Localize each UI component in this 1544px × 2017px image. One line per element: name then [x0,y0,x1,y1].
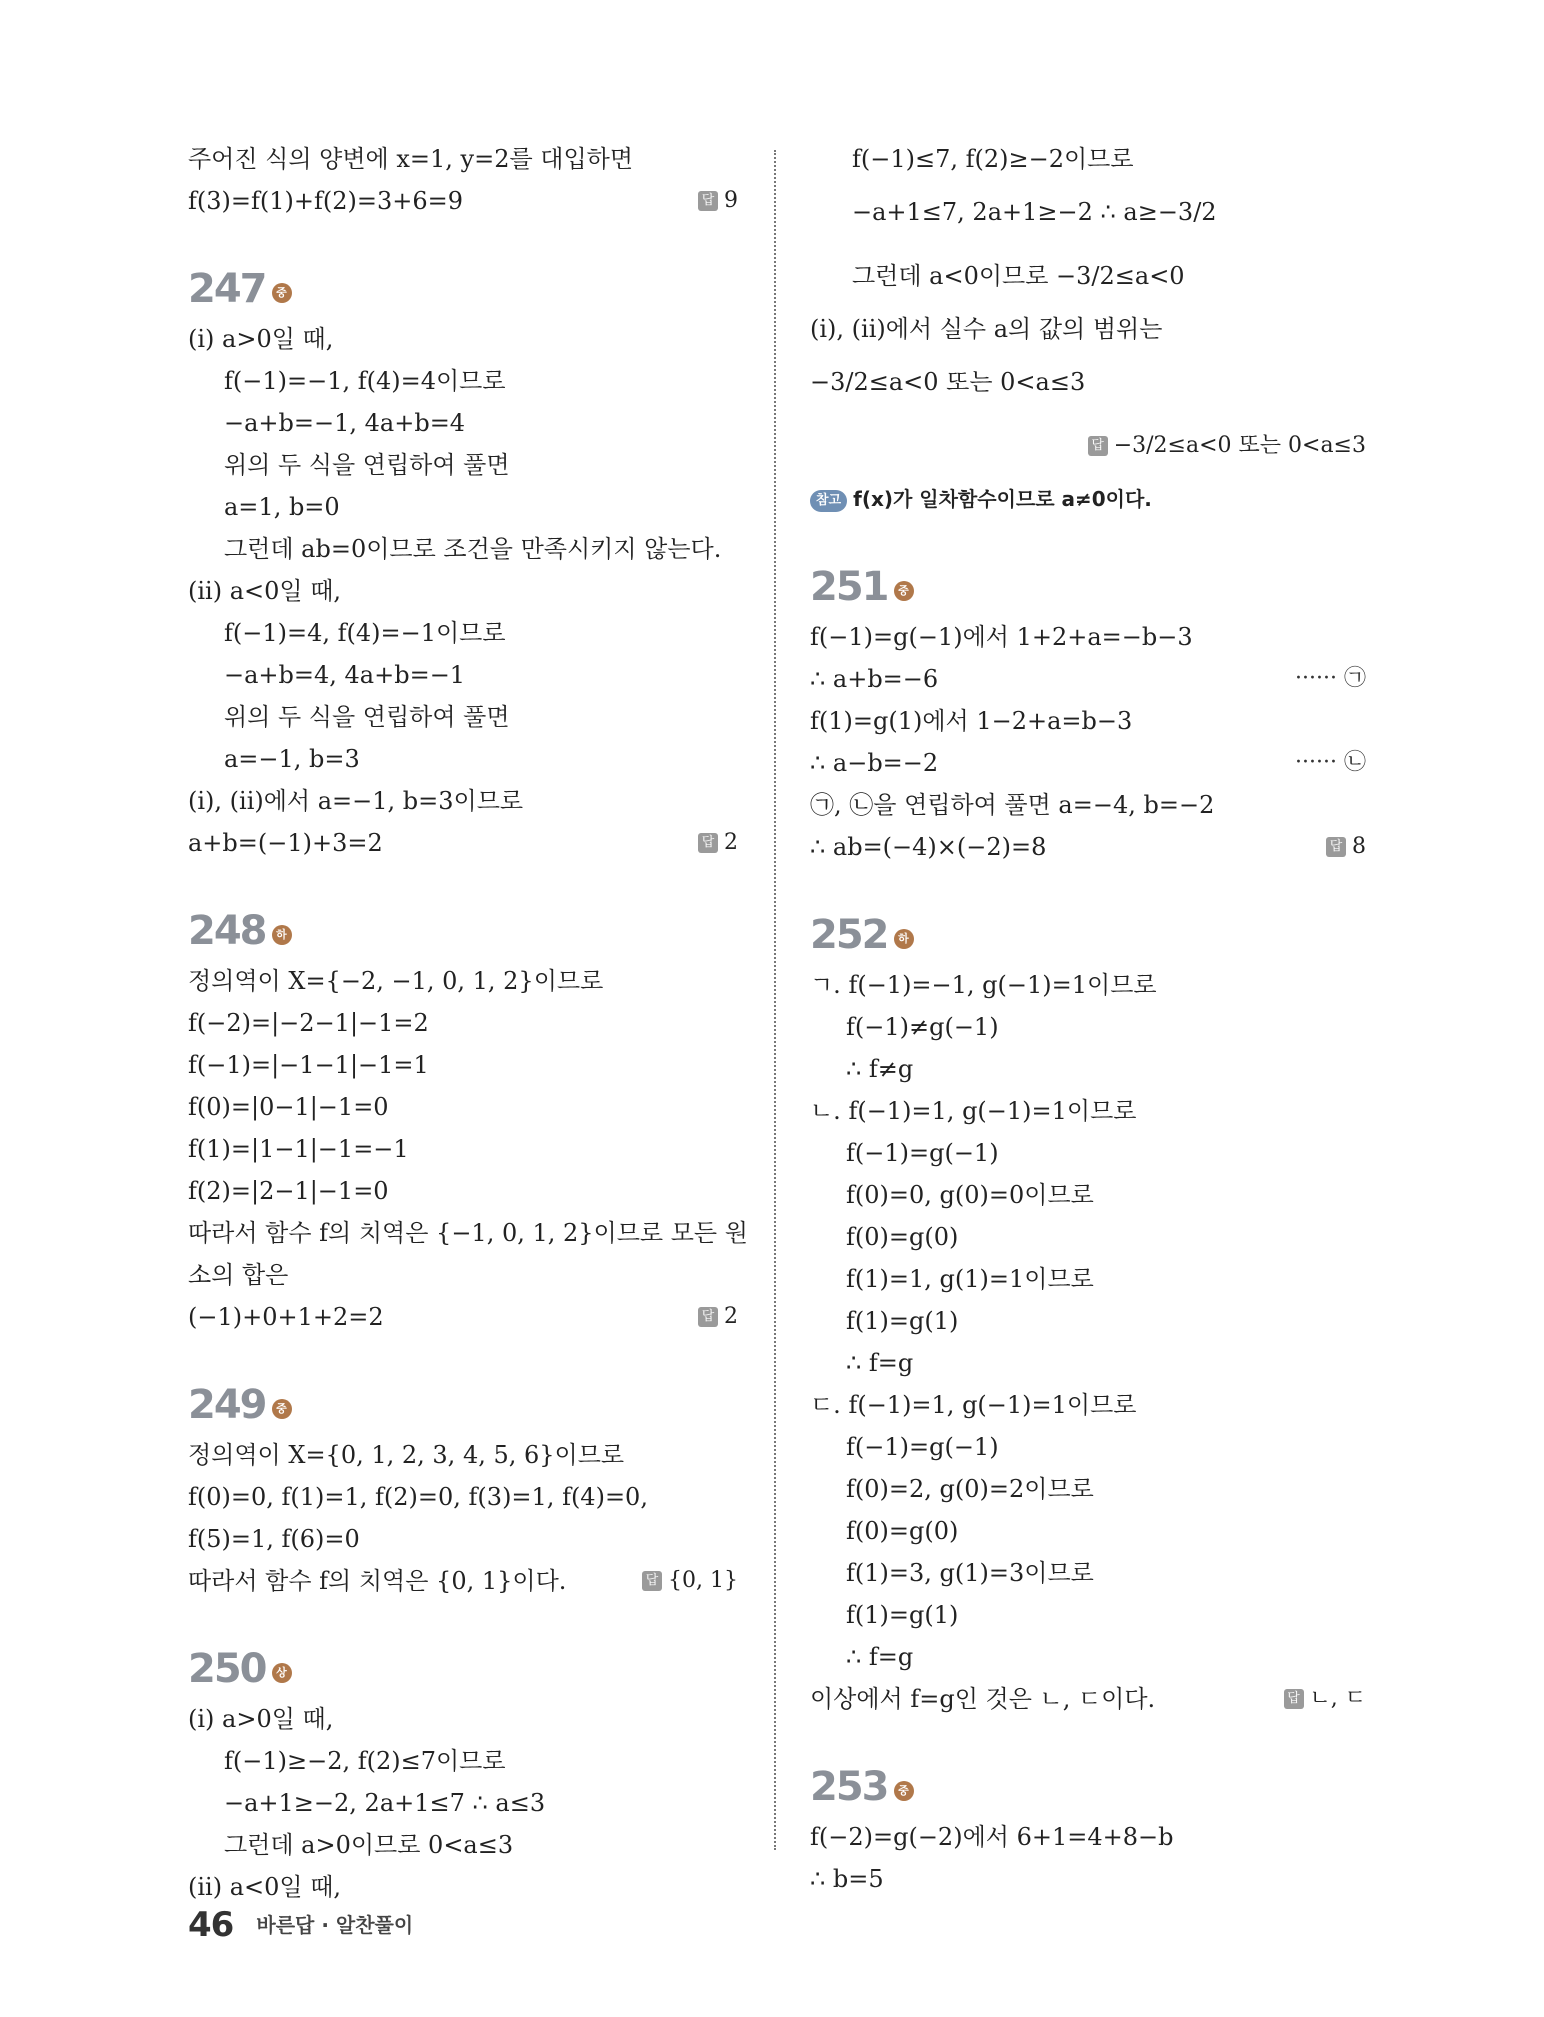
solution-line: f(−1)≠g(−1) [846,1013,999,1041]
answer-value: 2 [724,1304,738,1329]
solution-line: (i) a>0일 때, [188,325,334,353]
solution-line: ∴ b=5 [810,1865,884,1893]
answer-tag: 답 [698,833,718,853]
solution-line: (i) a>0일 때, [188,1705,334,1733]
solution-line: f(0)=0, g(0)=0이므로 [846,1181,1094,1209]
solution-line: ㄴ. f(−1)=1, g(−1)=1이므로 [810,1097,1137,1125]
problem-header-250 [188,1628,738,1698]
solution-line: f(5)=1, f(6)=0 [188,1525,360,1553]
solution-line-text: 이상에서 f=g인 것은 ㄴ, ㄷ이다. [810,1685,1156,1713]
solution-line: 그런데 a>0이므로 0<a≤3 [224,1831,514,1859]
difficulty-badge: 중 [894,1781,914,1801]
book-title: 바른답 · 알찬풀이 [256,1913,414,1937]
answer-box [698,180,738,222]
answer-value: 9 [724,188,738,213]
answer-box [1284,1678,1367,1720]
solution-line: ㉠, ㉡을 연립하여 풀면 a=−4, b=−2 [810,791,1215,819]
answer-value: 8 [1352,834,1366,859]
solution-line: −a+1≥−2, 2a+1≤7 ∴ a≤3 [224,1789,546,1817]
solution-line-text: ∴ ab=(−4)×(−2)=8 [810,833,1047,861]
problem-header-249 [188,1364,738,1434]
note-text: f(x)가 일차함수이므로 a≠0이다. [853,487,1152,511]
difficulty-badge: 중 [894,581,914,601]
solution-line-text: ∴ a−b=−2 [810,749,939,777]
note-tag: 참고 [810,490,847,512]
difficulty-badge: 중 [272,1399,292,1419]
answer-box [1088,414,1366,478]
difficulty-badge: 하 [272,925,292,945]
solution-line: f(0)=0, f(1)=1, f(2)=0, f(3)=1, f(4)=0, [188,1483,648,1511]
solution-line: 소의 합은 [188,1261,289,1289]
answer-tag: 답 [698,1307,718,1327]
answer-tag: 답 [1088,436,1108,456]
solution-line-text: f(3)=f(1)+f(2)=3+6=9 [188,187,463,215]
answer-value: −3/2≤a<0 또는 0<a≤3 [1113,433,1366,458]
solution-line [188,1296,738,1338]
difficulty-badge: 중 [272,283,292,303]
answer-box [698,822,738,864]
answer-box [1326,826,1366,868]
solution-line [810,742,1366,784]
solution-line: −a+1≤7, 2a+1≥−2 ∴ a≥−3/2 [852,198,1217,226]
problem-header-253 [810,1746,1366,1816]
solution-line: (ii) a<0일 때, [188,1873,342,1901]
problem-number: 251 [810,564,888,610]
solution-line: f(1)=3, g(1)=3이므로 [846,1559,1094,1587]
problem-header-248 [188,890,738,960]
solution-line: (ii) a<0일 때, [188,577,342,605]
solution-line: f(1)=g(1) [846,1601,959,1629]
equation-marker: ······ ㉡ [1295,750,1366,775]
column-divider [774,150,776,1850]
solution-line: (i), (ii)에서 실수 a의 값의 범위는 [810,315,1163,343]
answer-box [698,1296,738,1338]
page-footer [188,1905,413,1945]
solution-line: a=1, b=0 [224,493,340,521]
solution-line: ∴ f≠g [846,1055,914,1083]
problem-number: 253 [810,1764,888,1810]
problem-number: 248 [188,908,266,954]
solution-line [188,822,738,864]
answer-value: 2 [724,830,738,855]
solution-line: 위의 두 식을 연립하여 풀면 [224,451,510,479]
solution-line: f(−1)=g(−1)에서 1+2+a=−b−3 [810,623,1193,651]
problem-header-252 [810,894,1366,964]
solution-line: f(2)=|2−1|−1=0 [188,1177,389,1205]
solution-line: f(1)=|1−1|−1=−1 [188,1135,409,1163]
solution-line: −a+b=4, 4a+b=−1 [224,661,466,689]
solution-line: 정의역이 X={0, 1, 2, 3, 4, 5, 6}이므로 [188,1441,625,1469]
solution-line: f(−2)=|−2−1|−1=2 [188,1009,429,1037]
answer-value: {0, 1} [668,1568,738,1593]
problem-number: 252 [810,912,888,958]
solution-line: f(1)=g(1)에서 1−2+a=b−3 [810,707,1133,735]
solution-line: f(−1)=g(−1) [846,1433,999,1461]
solution-line: ∴ f=g [846,1349,914,1377]
solution-line: f(−1)=4, f(4)=−1이므로 [224,619,506,647]
solution-line: −a+b=−1, 4a+b=4 [224,409,466,437]
solution-line: f(−1)=−1, f(4)=4이므로 [224,367,506,395]
solution-line: 그런데 ab=0이므로 조건을 만족시키지 않는다. [224,535,722,563]
solution-line: f(−1)=|−1−1|−1=1 [188,1051,429,1079]
answer-tag: 답 [1284,1689,1304,1709]
solution-line-text: (−1)+0+1+2=2 [188,1303,384,1331]
solution-line: f(1)=g(1) [846,1307,959,1335]
solution-line: −3/2≤a<0 또는 0<a≤3 [810,368,1086,396]
page-number: 46 [188,1905,234,1945]
reference-note [810,478,1366,520]
solution-line: 따라서 함수 f의 치역은 {−1, 0, 1, 2}이므로 모든 원 [188,1219,748,1247]
solution-line: 위의 두 식을 연립하여 풀면 [224,703,510,731]
solution-line: ㄱ. f(−1)=−1, g(−1)=1이므로 [810,971,1157,999]
right-column [810,138,1366,1900]
solution-line-text: 따라서 함수 f의 치역은 {0, 1}이다. [188,1567,567,1595]
solution-line: 그런데 a<0이므로 −3/2≤a<0 [852,262,1185,290]
solution-line [810,414,1366,478]
solution-line: f(−2)=g(−2)에서 6+1=4+8−b [810,1823,1174,1851]
answer-tag: 답 [1326,837,1346,857]
solution-line: a=−1, b=3 [224,745,360,773]
equation-marker: ······ ㉠ [1295,666,1366,691]
solution-line: f(1)=1, g(1)=1이므로 [846,1265,1094,1293]
problem-header-251 [810,546,1366,616]
solution-line [810,1678,1366,1720]
solution-line: ㄷ. f(−1)=1, g(−1)=1이므로 [810,1391,1137,1419]
solution-line [810,826,1366,868]
solution-line: 정의역이 X={−2, −1, 0, 1, 2}이므로 [188,967,604,995]
solution-line [810,658,1366,700]
solution-line: f(0)=2, g(0)=2이므로 [846,1475,1094,1503]
problem-number: 250 [188,1646,266,1692]
solution-line-text: a+b=(−1)+3=2 [188,829,383,857]
answer-box [642,1560,738,1602]
left-column [188,138,748,1908]
solution-line: f(0)=g(0) [846,1223,959,1251]
problem-number: 249 [188,1382,266,1428]
answer-tag: 답 [698,191,718,211]
problem-header-247 [188,248,738,318]
solution-line [188,180,738,222]
solution-line-text: ∴ a+b=−6 [810,665,939,693]
solution-line: f(−1)≥−2, f(2)≤7이므로 [224,1747,506,1775]
solution-line: ∴ f=g [846,1643,914,1671]
difficulty-badge: 하 [894,929,914,949]
solution-line [188,1560,738,1602]
solution-line: 주어진 식의 양변에 x=1, y=2를 대입하면 [188,145,634,173]
answer-tag: 답 [642,1571,662,1591]
answer-value: ㄴ, ㄷ [1309,1686,1366,1711]
solution-line: f(0)=|0−1|−1=0 [188,1093,389,1121]
solution-line: f(−1)≤7, f(2)≥−2이므로 [852,145,1134,173]
solution-line: f(0)=g(0) [846,1517,959,1545]
problem-number: 247 [188,266,266,312]
solution-line: f(−1)=g(−1) [846,1139,999,1167]
solution-line: (i), (ii)에서 a=−1, b=3이므로 [188,787,524,815]
difficulty-badge: 상 [272,1663,292,1683]
